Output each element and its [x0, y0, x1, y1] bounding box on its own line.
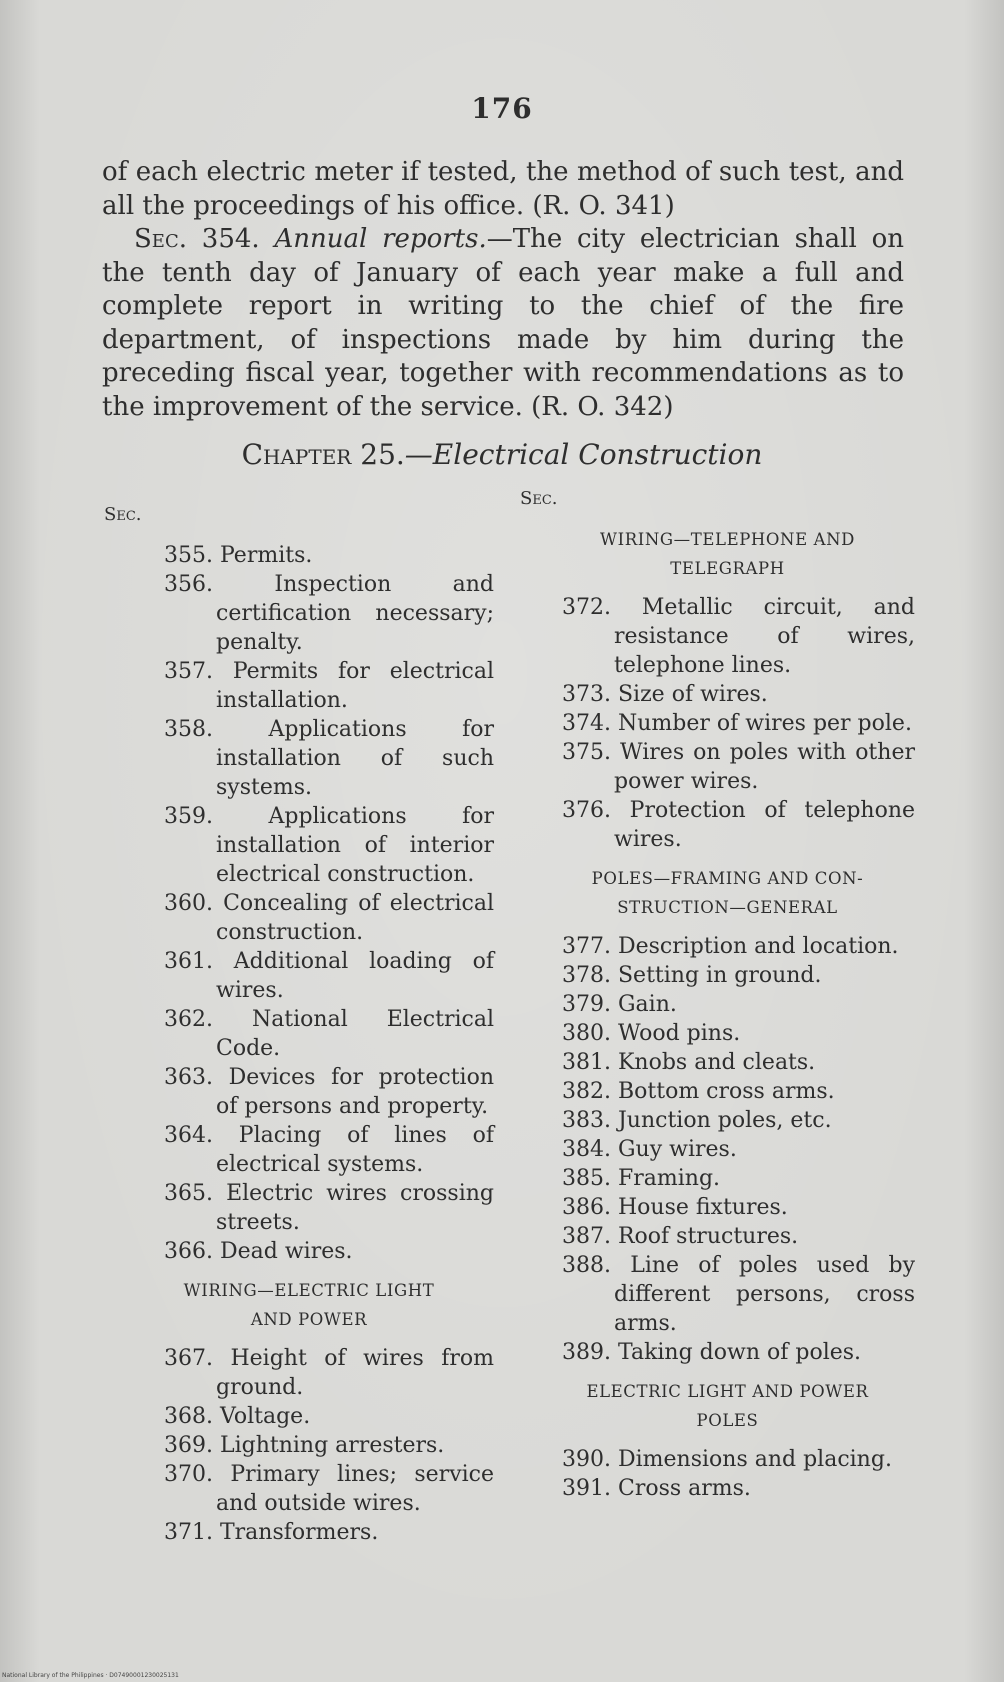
- entries-right-c: [520, 1445, 915, 1503]
- library-footer: National Library of the Philippines · D07490001230025131: [2, 1672, 179, 1679]
- toc-entry-text: Additional loading of wires.: [216, 949, 494, 1003]
- left-column: [104, 500, 494, 1547]
- entries-left-b: [104, 1344, 494, 1547]
- chapter-name: —Electrical Construction: [404, 438, 763, 471]
- chapter-label: Chapter 25.: [241, 438, 405, 471]
- toc-entry: [520, 1222, 915, 1251]
- toc-entry-text: Dead wires.: [219, 1239, 353, 1264]
- toc-entry: [520, 1338, 915, 1367]
- toc-entry: [104, 802, 494, 889]
- toc-entry: [520, 738, 915, 796]
- toc-entry: [520, 932, 915, 961]
- toc-entry-number: 360.: [164, 891, 213, 916]
- page-number: 176: [471, 92, 533, 125]
- toc-entry-number: 379.: [562, 992, 611, 1017]
- group-heading: [520, 864, 915, 922]
- toc-entry-number: 388.: [562, 1253, 611, 1278]
- toc-entry: [520, 1019, 915, 1048]
- toc-entry-number: 389.: [562, 1340, 611, 1365]
- toc-entry-text: Framing.: [617, 1166, 721, 1191]
- toc-entry-number: 390.: [562, 1447, 611, 1472]
- toc-entry-number: 380.: [562, 1021, 611, 1046]
- sec-header: Sec.: [520, 488, 558, 509]
- toc-entry-number: 371.: [164, 1520, 213, 1545]
- toc-entry: [104, 570, 494, 657]
- toc-entry-text: Junction poles, etc.: [617, 1108, 832, 1133]
- toc-entry: [104, 1179, 494, 1237]
- toc-entry: [104, 715, 494, 802]
- toc-entry-number: 358.: [164, 717, 213, 742]
- toc-entry-number: 364.: [164, 1123, 213, 1148]
- toc-entry-text: Permits.: [219, 543, 313, 568]
- toc-entry-number: 386.: [562, 1195, 611, 1220]
- toc-entry-text: Guy wires.: [617, 1137, 737, 1162]
- toc-entry: [520, 709, 915, 738]
- toc-entry-text: Height of wires from ground.: [216, 1346, 494, 1400]
- toc-entry: [104, 1237, 494, 1266]
- toc-entry: [104, 541, 494, 570]
- toc-entry-text: Cross arms.: [617, 1476, 751, 1501]
- entries-right-a: [520, 593, 915, 854]
- toc-entry-number: 365.: [164, 1181, 213, 1206]
- paragraph-continuation: of each electric meter if tested, the method of such test, and all the proceedings of his office. (R. O. 341): [102, 157, 904, 221]
- group-heading-line: STRUCTION—GENERAL: [617, 898, 838, 917]
- toc-entry-text: Permits for electrical installation.: [216, 659, 494, 713]
- toc-entry: [520, 1445, 915, 1474]
- group-heading-line: POLES: [696, 1411, 759, 1430]
- toc-entry-number: 366.: [164, 1239, 213, 1264]
- toc-entry-text: Voltage.: [219, 1404, 311, 1429]
- toc-entry-number: 367.: [164, 1346, 213, 1371]
- toc-entry-number: 369.: [164, 1433, 213, 1458]
- toc-entry-text: Roof structures.: [617, 1224, 799, 1249]
- group-heading-line: AND POWER: [250, 1310, 368, 1329]
- toc-entry: [104, 1460, 494, 1518]
- toc-entry-text: Wood pins.: [617, 1021, 741, 1046]
- toc-entry: [520, 990, 915, 1019]
- toc-entry-text: Concealing of electrical construction.: [216, 891, 494, 945]
- toc-entry-number: 374.: [562, 711, 611, 736]
- toc-entry-number: 381.: [562, 1050, 611, 1075]
- toc-entry-text: Applications for installation of such systems.: [216, 717, 494, 800]
- body-text: [102, 156, 904, 424]
- toc-entry: [104, 1431, 494, 1460]
- toc-entry-text: Placing of lines of electrical systems.: [216, 1123, 494, 1177]
- toc-entry: [104, 947, 494, 1005]
- toc-entry-text: Setting in ground.: [617, 963, 822, 988]
- toc-entry-number: 370.: [164, 1462, 213, 1487]
- toc-entry-number: 356.: [164, 572, 213, 597]
- group-heading: [520, 525, 915, 583]
- toc-entry-text: Devices for protection of persons and property.: [216, 1065, 494, 1119]
- toc-entry: [520, 1474, 915, 1503]
- toc-entry-text: Number of wires per pole.: [617, 711, 912, 736]
- toc-entry: [104, 1518, 494, 1547]
- toc-entry-number: 372.: [562, 595, 611, 620]
- group-heading: [520, 1377, 915, 1435]
- entries-right-b: [520, 932, 915, 1367]
- chapter-title: [0, 438, 1004, 471]
- toc-entry-number: 361.: [164, 949, 213, 974]
- toc-entry: [104, 657, 494, 715]
- toc-entry: [520, 1106, 915, 1135]
- section-label: Sec. 354.: [134, 224, 260, 254]
- toc-entry: [104, 1402, 494, 1431]
- entries-left-a: [104, 541, 494, 1266]
- group-heading-line: ELECTRIC LIGHT AND POWER: [586, 1382, 869, 1401]
- group-heading-line: WIRING—ELECTRIC LIGHT: [183, 1281, 435, 1300]
- toc-entry-number: 362.: [164, 1007, 213, 1032]
- toc-entry-text: Line of poles used by different persons, cross arms.: [614, 1253, 915, 1336]
- toc-entry-number: 378.: [562, 963, 611, 988]
- toc-entry: [520, 961, 915, 990]
- toc-entry-number: 382.: [562, 1079, 611, 1104]
- section-text: —The city electrician shall on the tenth day of January of each year make a full and complete report in writing to the chief of the fire department, of inspections made by him during the preceding fiscal year, together with recommendations as to the improvement of the service. (R. O. 342): [102, 224, 904, 422]
- toc-entry-text: Protection of telephone wires.: [614, 798, 916, 852]
- group-heading-line: POLES—FRAMING AND CON-: [591, 869, 864, 888]
- toc-entry: [104, 1005, 494, 1063]
- toc-entry-text: National Electrical Code.: [216, 1007, 494, 1061]
- toc-entry-text: Gain.: [617, 992, 677, 1017]
- toc-entry-number: 373.: [562, 682, 611, 707]
- toc-entry-text: Lightning arresters.: [219, 1433, 445, 1458]
- toc-entry-number: 376.: [562, 798, 611, 823]
- right-column: [520, 484, 915, 1503]
- group-heading-line: TELEGRAPH: [670, 559, 785, 578]
- toc-entry-number: 377.: [562, 934, 611, 959]
- toc-entry: [104, 1121, 494, 1179]
- toc-entry-number: 375.: [562, 740, 611, 765]
- toc-entry: [520, 593, 915, 680]
- toc-entry-text: Taking down of poles.: [617, 1340, 862, 1365]
- sec-header: Sec.: [104, 504, 142, 525]
- toc-entry: [520, 1048, 915, 1077]
- toc-entry-text: Applications for installation of interior electrical construction.: [216, 804, 494, 887]
- toc-entry-text: House fixtures.: [617, 1195, 788, 1220]
- toc-entry-number: 363.: [164, 1065, 213, 1090]
- toc-entry-text: Inspection and certification necessary; penalty.: [216, 572, 494, 655]
- group-heading: [104, 1276, 494, 1334]
- toc-entry-text: Metallic circuit, and resistance of wires, telephone lines.: [614, 595, 915, 678]
- group-heading-line: WIRING—TELEPHONE AND: [600, 530, 855, 549]
- toc-entry-text: Wires on poles with other power wires.: [614, 740, 915, 794]
- toc-entry: [104, 1344, 494, 1402]
- toc-entry-text: Transformers.: [219, 1520, 379, 1545]
- toc-entry-text: Bottom cross arms.: [617, 1079, 835, 1104]
- section-title: Annual reports.: [274, 224, 487, 254]
- toc-entry: [104, 889, 494, 947]
- toc-entry: [520, 680, 915, 709]
- toc-entry-number: 368.: [164, 1404, 213, 1429]
- toc-entry-text: Description and location.: [617, 934, 899, 959]
- toc-entry: [104, 1063, 494, 1121]
- toc-entry-number: 359.: [164, 804, 213, 829]
- toc-entry-number: 385.: [562, 1166, 611, 1191]
- toc-entry-number: 357.: [164, 659, 213, 684]
- toc-entry-text: Primary lines; service and outside wires.: [216, 1462, 495, 1516]
- toc-entry: [520, 1193, 915, 1222]
- toc-entry-text: Size of wires.: [617, 682, 768, 707]
- toc-entry: [520, 1164, 915, 1193]
- toc-entry-number: 384.: [562, 1137, 611, 1162]
- toc-entry-number: 391.: [562, 1476, 611, 1501]
- toc-entry: [520, 1135, 915, 1164]
- toc-entry-number: 355.: [164, 543, 213, 568]
- toc-entry-text: Dimensions and placing.: [617, 1447, 892, 1472]
- toc-entry-text: Electric wires crossing streets.: [216, 1181, 494, 1235]
- toc-entry: [520, 796, 915, 854]
- toc-entry-text: Knobs and cleats.: [617, 1050, 816, 1075]
- toc-entry-number: 387.: [562, 1224, 611, 1249]
- toc-entry: [520, 1251, 915, 1338]
- toc-entry: [520, 1077, 915, 1106]
- paragraph-annual-reports: [102, 223, 904, 424]
- toc-entry-number: 383.: [562, 1108, 611, 1133]
